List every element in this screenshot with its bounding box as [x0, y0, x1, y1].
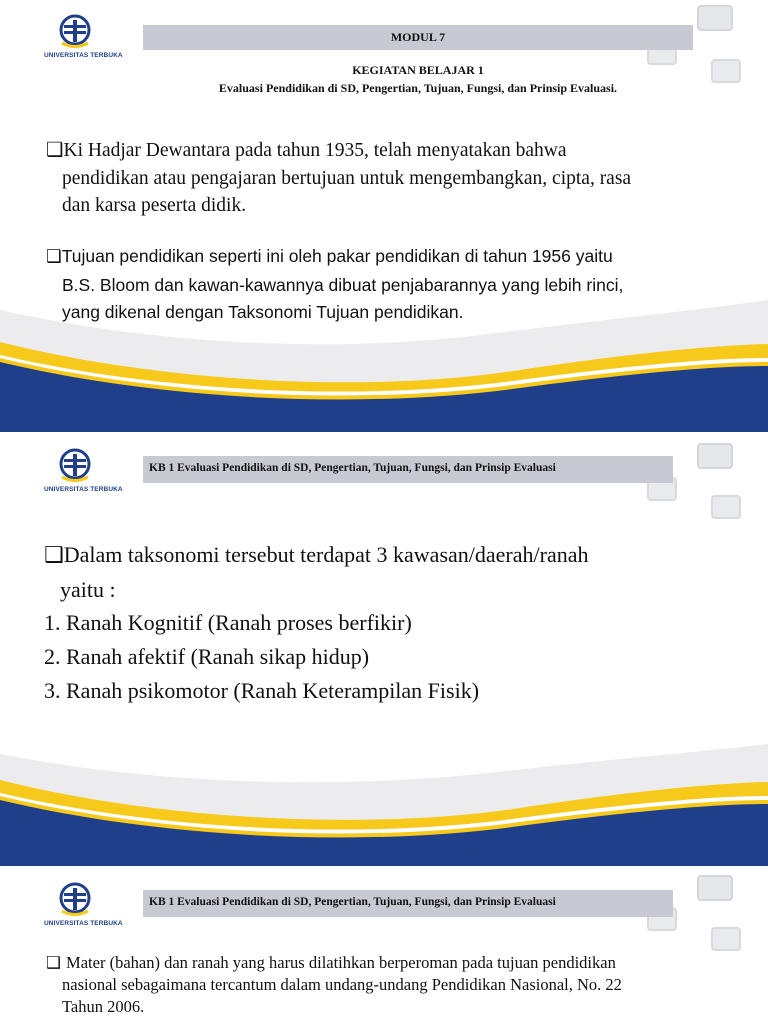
ut-logo-icon — [44, 446, 106, 486]
bullet-paragraph — [46, 952, 736, 1018]
header-title: KB 1 Evaluasi Pendidikan di SD, Pengertian, Tujuan, Fungsi, dan Prinsip Evaluasi — [149, 896, 556, 908]
slide-1 — [0, 0, 768, 432]
ut-logo-icon — [44, 12, 106, 52]
ranah-list — [44, 606, 734, 708]
bullet-text: yaitu : — [60, 577, 116, 602]
header-title: MODUL 7 — [390, 30, 446, 44]
checkbox-bullet-icon: ❑ — [46, 953, 67, 972]
ut-logo — [44, 446, 123, 496]
slide-3 — [0, 868, 768, 1024]
header-bar — [143, 890, 673, 917]
bullet-text: Dalam taksonomi tersebut terdapat 3 kawasan/daerah/ranah — [63, 542, 589, 567]
bullet-text: yang dikenal dengan Taksonomi Tujuan pendidikan. — [62, 302, 464, 322]
checkbox-bullet-icon: ❑ — [46, 138, 64, 161]
bullet-paragraph — [44, 538, 734, 607]
ut-logo — [44, 880, 123, 930]
bullet-text: pendidikan atau pengajaran bertujuan untuk mengembangkan, cipta, rasa — [62, 167, 632, 189]
header-bar — [143, 456, 673, 483]
subtitle-kegiatan: KEGIATAN BELAJAR 1 — [352, 63, 484, 77]
bullet-paragraph-2 — [46, 243, 736, 327]
bullet-text: Tujuan pendidikan seperti ini oleh pakar pendidikan di tahun 1956 yaitu — [61, 246, 613, 266]
list-item: 2. Ranah afektif (Ranah sikap hidup) — [44, 644, 370, 669]
list-item: 1. Ranah Kognitif (Ranah proses berfikir) — [44, 610, 412, 635]
ut-logo — [44, 12, 123, 62]
bullet-text: Ki Hadjar Dewantara pada tahun 1935, telah menyatakan bahwa — [63, 140, 567, 161]
logo-text: UNIVERSITAS TERBUKA — [44, 920, 123, 927]
list-item: 3. Ranah psikomotor (Ranah Keterampilan Fisik) — [44, 678, 480, 703]
ut-logo-icon — [44, 880, 106, 920]
checkbox-bullet-icon: ❑ — [44, 543, 64, 568]
bullet-text: nasional sebagaimana tercantum dalam undang-undang Pendidikan Nasional, No. 22 — [62, 975, 622, 994]
subtitle-topic: Evaluasi Pendidikan di SD, Pengertian, Tujuan, Fungsi, dan Prinsip Evaluasi. — [218, 81, 618, 95]
logo-text: UNIVERSITAS TERBUKA — [44, 486, 123, 493]
header-title: KB 1 Evaluasi Pendidikan di SD, Pengertian, Tujuan, Fungsi, dan Prinsip Evaluasi — [149, 462, 556, 474]
checkbox-bullet-icon: ❑ — [46, 247, 62, 267]
bullet-paragraph-1 — [46, 136, 736, 220]
header-bar — [143, 25, 693, 50]
slide-2 — [0, 434, 768, 866]
bullet-text: Mater (bahan) dan ranah yang harus dilatihkan berperoman pada tujuan pendidikan — [66, 953, 616, 972]
logo-text: UNIVERSITAS TERBUKA — [44, 52, 123, 59]
bullet-text: Tahun 2006. — [62, 997, 145, 1016]
bullet-text: B.S. Bloom dan kawan-kawannya dibuat penjabarannya yang lebih rinci, — [62, 274, 624, 295]
bullet-text: dan karsa peserta didik. — [62, 195, 247, 216]
